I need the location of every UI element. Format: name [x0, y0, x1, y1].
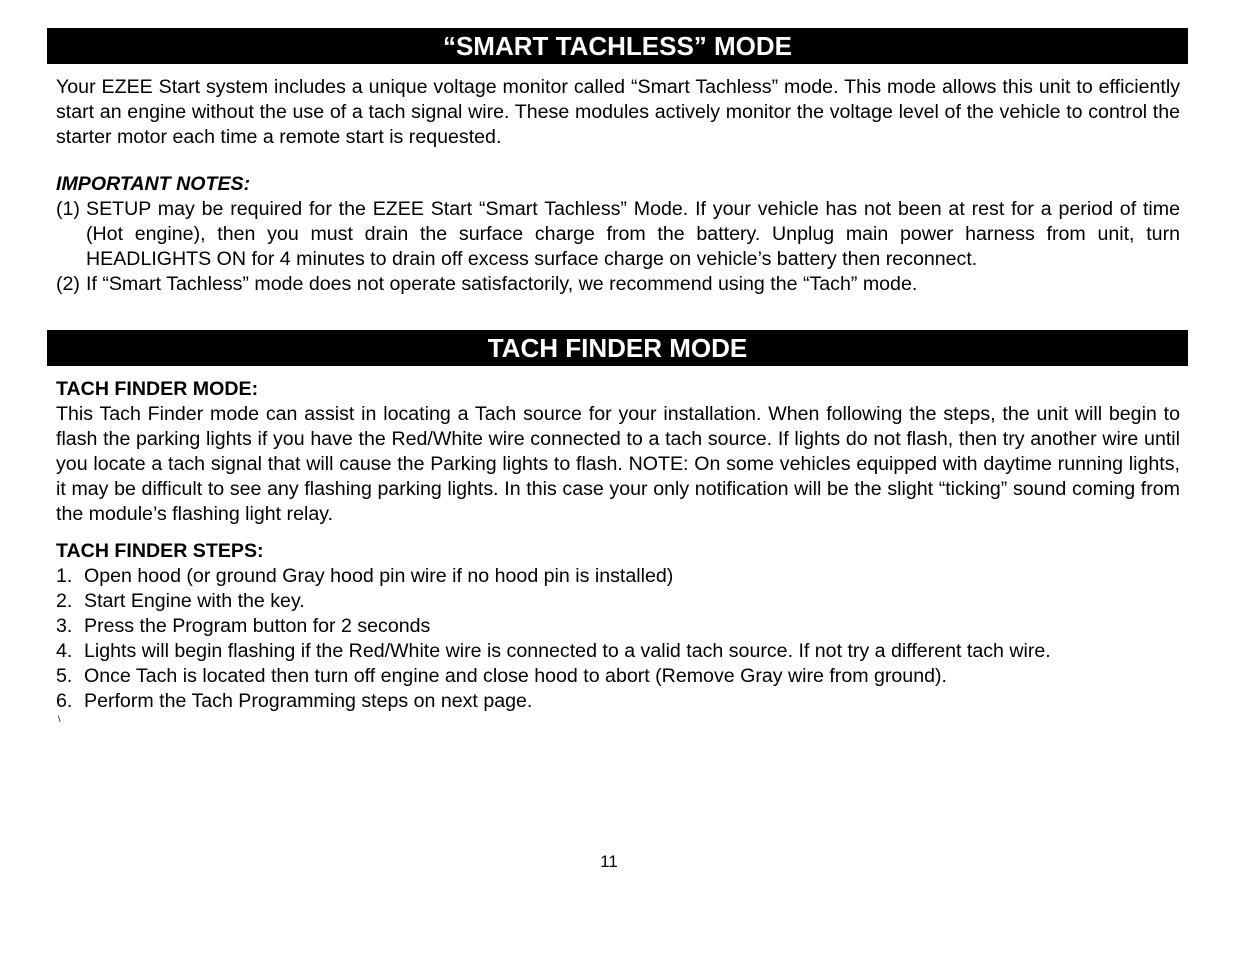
step-text: Start Engine with the key.: [84, 590, 305, 612]
step-text: Perform the Tach Programming steps on next page.: [84, 690, 533, 712]
step-text: Press the Program button for 2 seconds: [84, 615, 431, 637]
note-text: If “Smart Tachless” mode does not operate satisfactorily, we recommend using the “Tach” mode.: [86, 273, 918, 295]
tach-finder-mode-heading: TACH FINDER MODE:: [56, 378, 259, 400]
intro-section: [56, 75, 1180, 150]
step-item: [56, 689, 1180, 714]
intro-paragraph: Your EZEE Start system includes a unique voltage monitor called “Smart Tachless” mode. This mode allows this unit to efficiently start an engine without the use of a tach signal wire. These modules actively monitor the voltage level of the vehicle to control the starter motor each time a remote start is requested.: [56, 76, 1180, 148]
page-number: 11: [600, 852, 618, 871]
step-number: 5.: [56, 665, 73, 687]
tach-finder-steps-heading: TACH FINDER STEPS:: [56, 540, 264, 562]
step-item: [56, 589, 1180, 614]
step-item: [56, 639, 1180, 664]
note-item: [56, 272, 1180, 297]
note-number: (1): [56, 198, 80, 220]
step-number: 3.: [56, 615, 73, 637]
note-text: SETUP may be required for the EZEE Start “Smart Tachless” Mode. If your vehicle has not been at rest for a period of time (Hot engine), then you must drain the surface charge from the battery. Unplug main power harness from unit, turn HEADLIGHTS ON for 4 minutes to drain off excess surface charge on vehicle’s battery then reconnect.: [86, 198, 1180, 270]
important-notes-section: [56, 172, 1180, 297]
step-item: [56, 564, 1180, 589]
tach-finder-mode-section: [56, 377, 1180, 527]
step-item: [56, 614, 1180, 639]
section-title-tach-finder: TACH FINDER MODE: [47, 330, 1188, 366]
step-number: 1.: [56, 565, 73, 587]
step-text: Open hood (or ground Gray hood pin wire if no hood pin is installed): [84, 565, 674, 587]
note-number: (2): [56, 273, 80, 295]
stray-mark: \: [58, 714, 61, 724]
step-text: Lights will begin flashing if the Red/White wire is connected to a valid tach source. If not try a different tach wire.: [84, 640, 1051, 662]
tach-finder-steps-section: [56, 539, 1180, 714]
note-item: [56, 197, 1180, 272]
step-number: 4.: [56, 640, 73, 662]
important-notes-heading: IMPORTANT NOTES:: [56, 173, 251, 195]
tach-finder-mode-paragraph: This Tach Finder mode can assist in locating a Tach source for your installation. When following the steps, the unit will begin to flash the parking lights if you have the Red/White wire connected to a tach source. If lights do not flash, then try another wire until you locate a tach signal that will cause the Parking lights to flash. NOTE: On some vehicles equipped with daytime running lights, it may be difficult to see any flashing parking lights. In this case your only notification will be the slight “ticking” sound coming from the module’s flashing light relay.: [56, 403, 1180, 525]
step-text: Once Tach is located then turn off engine and close hood to abort (Remove Gray wire from ground).: [84, 665, 947, 687]
step-number: 6.: [56, 690, 73, 712]
step-number: 2.: [56, 590, 73, 612]
section-title-smart-tachless: “SMART TACHLESS” MODE: [47, 28, 1188, 64]
step-item: [56, 664, 1180, 689]
